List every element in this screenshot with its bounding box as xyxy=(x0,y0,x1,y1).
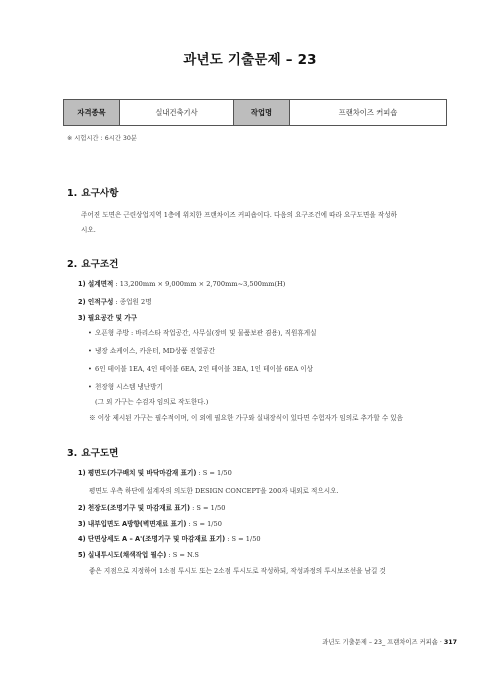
item-sub-text: 평면도 우측 하단에 설계자의 의도한 DESIGN CONCEPT을 200자 내외로 적으시오. xyxy=(89,487,339,495)
item-label: 5) 실내투시도(채색작업 필수) xyxy=(78,551,167,559)
info-table xyxy=(63,99,447,126)
info-header-subject: 자격종목 xyxy=(64,100,120,126)
bullet-item: • 냉장 쇼케이스, 카운터, MD상품 진열공간 xyxy=(88,347,216,355)
section-title: 요구사항 xyxy=(81,188,119,199)
section-heading-drawings xyxy=(67,445,118,459)
exam-time-note: ※ 시험시간 : 6시간 30분 xyxy=(67,135,138,142)
info-value-task: 프랜차이즈 커피숍 xyxy=(290,100,447,126)
bullet-icon: • xyxy=(88,383,92,391)
list-item xyxy=(78,518,222,528)
section-number: 3. xyxy=(67,448,78,459)
section-title: 요구도면 xyxy=(81,448,119,459)
list-item xyxy=(78,467,232,477)
section-title: 요구조건 xyxy=(81,259,119,270)
item-text: : 종업원 2명 xyxy=(113,298,152,306)
footer-text: 과년도 기출문제 – 23_ 프랜차이즈 커피숍 · xyxy=(322,639,444,646)
page-number: 317 xyxy=(443,639,457,646)
sub-note: (그 외 가구는 수검자 임의로 작도한다.) xyxy=(95,398,209,406)
furniture-note: ※ 이상 제시된 가구는 필수적이며, 이 외에 필요한 가구와 실내장식이 있다면 수험자가 임의로 추가할 수 있음 xyxy=(89,414,404,422)
bullet-icon: • xyxy=(88,329,92,337)
page-footer xyxy=(322,637,457,646)
list-item xyxy=(78,533,261,543)
item-sub-text: 좋은 지점으로 지정하여 1소점 투시도 또는 2소점 투시도로 작성하되, 작성과정의 투시보조선을 남길 것 xyxy=(89,567,386,575)
item-label: 2) 인적구성 xyxy=(78,298,114,306)
bullet-item: • 천장형 시스템 냉난방기 xyxy=(88,383,163,391)
item-text: : S = 1/50 xyxy=(189,504,226,512)
item-text: : S = 1/50 xyxy=(196,469,232,477)
item-label: 3) 필요공간 및 가구 xyxy=(78,314,138,322)
list-item xyxy=(78,502,225,512)
list-item xyxy=(78,278,285,288)
paragraph-line: 주어진 도면은 근린상업지역 1층에 위치한 프랜차이즈 커피숍이다. 다음의 요구조건에 따라 요구도면을 작성하 xyxy=(81,211,397,219)
page-title: 과년도 기출문제 – 23 xyxy=(183,52,317,68)
item-text: : 13,200mm × 9,000mm × 2,700mm~3,500mm(H) xyxy=(113,280,286,288)
info-value-subject: 실내건축기사 xyxy=(120,100,234,126)
info-header-task: 작업명 xyxy=(234,100,290,126)
item-label: 1) 설계면적 xyxy=(78,280,114,288)
bullet-icon: • xyxy=(88,347,92,355)
item-label: 3) 내부입면도 A방향(벽면재료 표기) xyxy=(78,520,187,528)
item-text: : S = N.S xyxy=(166,551,199,559)
bullet-item: • 6인 테이블 1EA, 4인 테이블 6EA, 2인 테이블 3EA, 1인 테이블 6EA 이상 xyxy=(88,365,313,373)
item-label: 4) 단면상세도 A – A'(조명기구 및 마감재료 표기) xyxy=(78,535,226,543)
section-number: 1. xyxy=(67,188,78,199)
section-heading-requirements xyxy=(67,185,118,199)
list-item xyxy=(78,312,137,322)
bullet-item: • 오픈형 주방 : 바리스타 작업공간, 사무실(장비 및 물품보관 겸용), 직원휴게실 xyxy=(88,329,317,337)
item-label: 1) 평면도(가구배치 및 바닥마감재 표기) xyxy=(78,469,197,477)
bullet-icon: • xyxy=(88,365,92,373)
item-text: : S = 1/50 xyxy=(225,535,261,543)
paragraph-line: 시오. xyxy=(81,226,96,234)
section-heading-conditions xyxy=(67,256,118,270)
item-label: 2) 천장도(조명기구 및 마감재료 표기) xyxy=(78,504,190,512)
item-text: : S = 1/50 xyxy=(186,520,222,528)
list-item xyxy=(78,296,152,306)
section-number: 2. xyxy=(67,259,78,270)
list-item xyxy=(78,549,199,559)
